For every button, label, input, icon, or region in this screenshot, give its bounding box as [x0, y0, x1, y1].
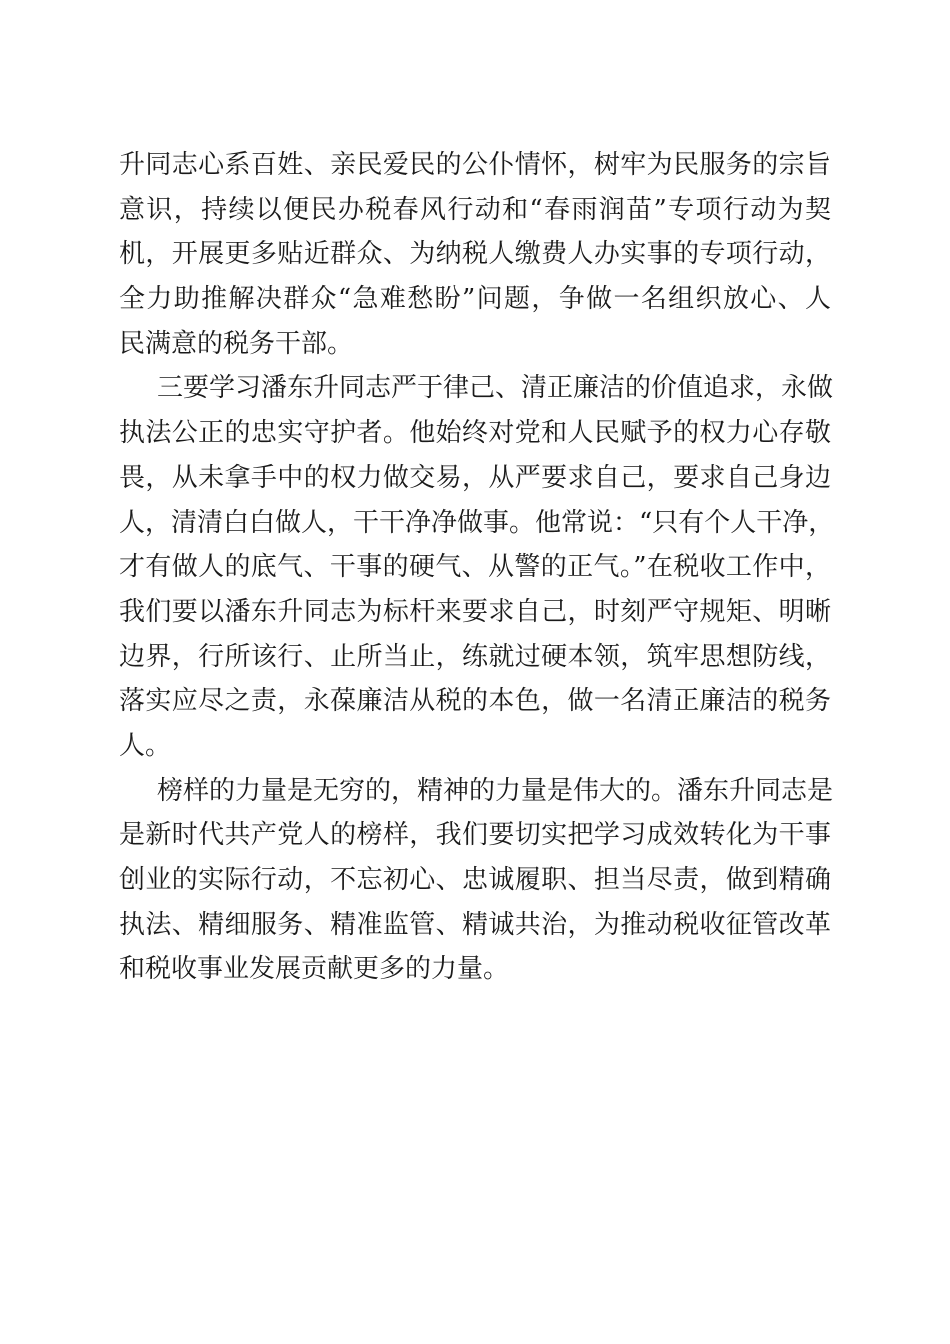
paragraph	[119, 143, 831, 366]
text-line: 是新时代共产党人的榜样，我们要切实把学习成效转化为干事	[119, 820, 831, 851]
text-line: 执法公正的忠实守护者。他始终对党和人民赋予的权力心存敬	[119, 418, 831, 449]
text-line: 榜样的力量是无穷的，精神的力量是伟大的。潘东升同志是	[157, 775, 834, 806]
text-line: 才有做人的底气、干事的硬气、从警的正气。”在税收工作中，	[119, 552, 831, 583]
text-line: 和税收事业发展贡献更多的力量。	[119, 954, 510, 985]
text-line: 执法、精细服务、精准监管、精诚共治，为推动税收征管改革	[119, 909, 831, 940]
text-line: 落实应尽之责，永葆廉洁从税的本色，做一名清正廉洁的税务	[119, 686, 831, 717]
text-line: 我们要以潘东升同志为标杆来要求自己，时刻严守规矩、明晰	[119, 596, 831, 627]
document-body	[119, 143, 835, 992]
text-line: 人。	[119, 730, 172, 761]
text-line: 民满意的税务干部。	[119, 328, 354, 359]
text-line: 意识，持续以便民办税春风行动和“春雨润苗”专项行动为契	[119, 194, 831, 225]
text-line: 创业的实际行动，不忘初心、忠诚履职、担当尽责，做到精确	[119, 865, 831, 895]
text-line: 边界，行所该行、止所当止，练就过硬本领，筑牢思想防线，	[119, 641, 831, 672]
paragraph	[119, 769, 834, 992]
text-line: 畏，从未拿手中的权力做交易，从严要求自己，要求自己身边	[119, 462, 831, 493]
text-line: 机，开展更多贴近群众、为纳税人缴费人办实事的专项行动，	[119, 239, 831, 270]
text-line: 全力助推解决群众“急难愁盼”问题，争做一名组织放心、人	[119, 284, 831, 315]
text-line: 人，清清白白做人，干干净净做事。他常说：“只有个人干净，	[119, 507, 835, 538]
text-line: 三要学习潘东升同志严于律己、清正廉洁的价值追求，永做	[157, 373, 834, 404]
paragraph	[119, 366, 835, 768]
text-line: 升同志心系百姓、亲民爱民的公仆情怀，树牢为民服务的宗旨	[119, 150, 831, 180]
